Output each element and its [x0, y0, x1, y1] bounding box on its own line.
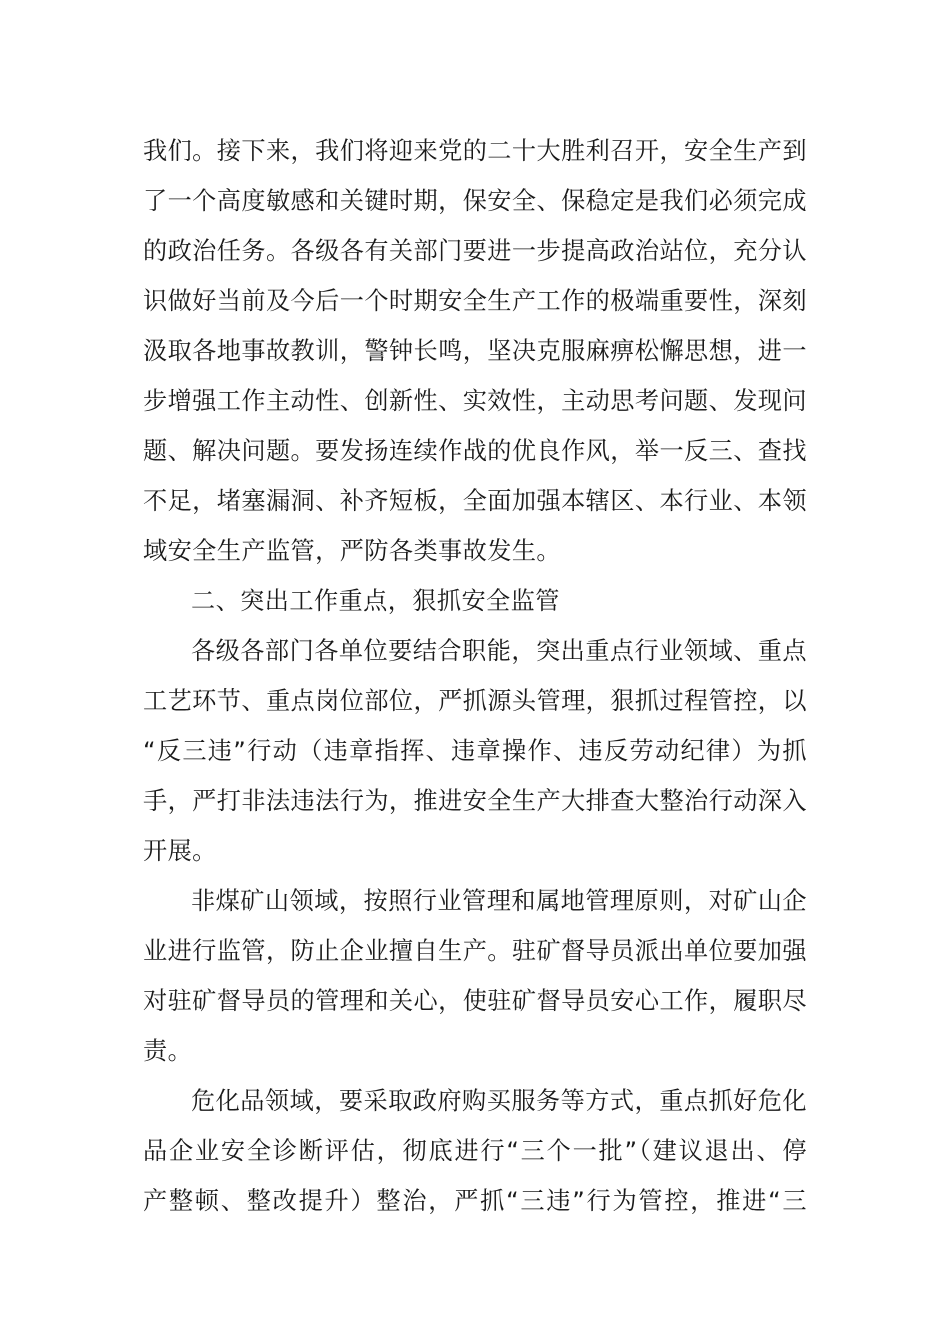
section-heading: 二、突出工作重点，狠抓安全监管 — [191, 587, 560, 615]
paragraph-line: 步增强工作主动性、创新性、实效性，主动思考问题、发现问 — [143, 387, 807, 415]
paragraph-line: 业进行监管，防止企业擅自生产。驻矿督导员派出单位要加强 — [143, 937, 807, 965]
paragraph-line: 域安全生产监管，严防各类事故发生。 — [143, 537, 561, 565]
paragraph-line: 了一个高度敏感和关键时期，保安全、保稳定是我们必须完成 — [143, 187, 807, 215]
paragraph-line: 不足，堵塞漏洞、补齐短板，全面加强本辖区、本行业、本领 — [143, 487, 807, 515]
paragraph-line: 开展。 — [143, 837, 217, 865]
paragraph-line: 产整顿、整改提升）整治，严抓“三违”行为管控，推进“三 — [143, 1187, 807, 1215]
paragraph-line: 各级各部门各单位要结合职能，突出重点行业领域、重点 — [191, 637, 807, 665]
paragraph-line: 责。 — [143, 1037, 193, 1065]
paragraph-line: 危化品领域，要采取政府购买服务等方式，重点抓好危化 — [191, 1087, 807, 1115]
paragraph-line: 识做好当前及今后一个时期安全生产工作的极端重要性，深刻 — [143, 287, 807, 315]
document-body — [143, 126, 807, 1226]
paragraph-line: 手，严打非法违法行为，推进安全生产大排查大整治行动深入 — [143, 787, 807, 815]
paragraph-line: 的政治任务。各级各有关部门要进一步提高政治站位，充分认 — [143, 237, 807, 265]
paragraph-line: 非煤矿山领域，按照行业管理和属地管理原则，对矿山企 — [191, 887, 807, 915]
paragraph-line: “反三违”行动（违章指挥、违章操作、违反劳动纪律）为抓 — [143, 737, 807, 765]
paragraph-line: 品企业安全诊断评估，彻底进行“三个一批”（建议退出、停 — [143, 1137, 807, 1165]
paragraph-line: 工艺环节、重点岗位部位，严抓源头管理，狠抓过程管控，以 — [143, 687, 807, 715]
paragraph-line: 汲取各地事故教训，警钟长鸣，坚决克服麻痹松懈思想，进一 — [143, 337, 807, 365]
paragraph-line: 题、解决问题。要发扬连续作战的优良作风，举一反三、查找 — [143, 437, 807, 465]
paragraph-line: 我们。接下来，我们将迎来党的二十大胜利召开，安全生产到 — [143, 137, 807, 165]
paragraph-line: 对驻矿督导员的管理和关心，使驻矿督导员安心工作，履职尽 — [143, 987, 807, 1015]
